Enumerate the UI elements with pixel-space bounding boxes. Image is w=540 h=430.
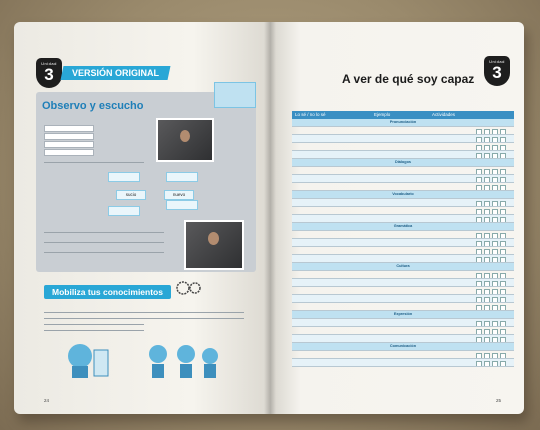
activity-panel: [36, 92, 256, 272]
pill-blank: [108, 206, 140, 216]
table-row: [292, 255, 514, 263]
ribbon-title: VERSIÓN ORIGINAL: [72, 68, 160, 78]
text-line: [44, 318, 244, 319]
left-page: [14, 22, 270, 414]
form-field: [44, 133, 94, 140]
pill-blank: [166, 200, 198, 210]
unit-label: Unidad: [489, 59, 505, 64]
table-header: [292, 111, 514, 119]
rule-line: [44, 252, 164, 253]
mobiliza-heading: Mobiliza tus conocimientos: [44, 285, 171, 299]
page-title: A ver de qué soy capaz: [342, 72, 475, 86]
rule-line: [44, 232, 164, 233]
unit-badge: [484, 56, 510, 86]
table-row: [292, 183, 514, 191]
table-row: [292, 143, 514, 151]
pill-blank: [108, 172, 140, 182]
table-row: [292, 215, 514, 223]
self-assessment-table: [292, 111, 514, 367]
cartoon-kids-illustration: [140, 342, 220, 382]
open-workbook: [14, 22, 524, 414]
photo-woman: [184, 220, 244, 270]
pill-word: nuevo: [164, 190, 194, 200]
form-field: [44, 149, 94, 156]
table-category-row: Comunicación: [292, 343, 514, 351]
table-row: [292, 279, 514, 287]
table-row: [292, 287, 514, 295]
table-row: [292, 199, 514, 207]
table-row: [292, 127, 514, 135]
table-row: [292, 151, 514, 159]
rule-line: [44, 242, 164, 243]
table-row: [292, 335, 514, 343]
table-row: [292, 295, 514, 303]
photo-man: [156, 118, 214, 162]
table-category-row: Diálogos: [292, 159, 514, 167]
table-category-row: Cultura: [292, 263, 514, 271]
pill-blank: [166, 172, 198, 182]
form-field: [44, 141, 94, 148]
table-row: [292, 167, 514, 175]
section-ribbon: [61, 66, 171, 80]
table-row: [292, 175, 514, 183]
section-title: Observo y escucho: [42, 100, 144, 112]
table-category-row: Expresión: [292, 311, 514, 319]
table-row: [292, 351, 514, 359]
note-box: [214, 82, 256, 108]
text-line: [44, 330, 144, 331]
unit-label: Unidad: [41, 61, 57, 66]
table-row: [292, 207, 514, 215]
pill-word: sucio: [116, 190, 146, 200]
right-page: [270, 22, 524, 414]
table-row: [292, 271, 514, 279]
table-header-cell: Ejemplo: [374, 112, 391, 117]
unit-number: 3: [492, 63, 502, 82]
cartoon-boy-illustration: [60, 340, 120, 380]
text-line: [44, 324, 144, 325]
table-row: [292, 359, 514, 367]
form-field: [44, 125, 94, 132]
table-row: [292, 239, 514, 247]
table-row: [292, 303, 514, 311]
page-number: 24: [44, 398, 50, 403]
book-gutter: [264, 22, 276, 414]
table-header-cell: Actividades: [432, 112, 456, 117]
rule-line: [44, 162, 144, 163]
table-row: [292, 247, 514, 255]
table-category-row: Vocabulario: [292, 191, 514, 199]
table-row: [292, 231, 514, 239]
unit-number: 3: [44, 65, 54, 84]
unit-badge: [36, 58, 62, 88]
table-header-cell: Lo sé / no lo sé: [295, 112, 326, 117]
text-line: [44, 312, 244, 313]
table-category-row: Pronunciación: [292, 119, 514, 127]
table-category-row: Gramática: [292, 223, 514, 231]
page-number: 25: [496, 398, 502, 403]
gears-icon: [176, 280, 202, 296]
table-row: [292, 135, 514, 143]
table-row: [292, 327, 514, 335]
table-row: [292, 319, 514, 327]
